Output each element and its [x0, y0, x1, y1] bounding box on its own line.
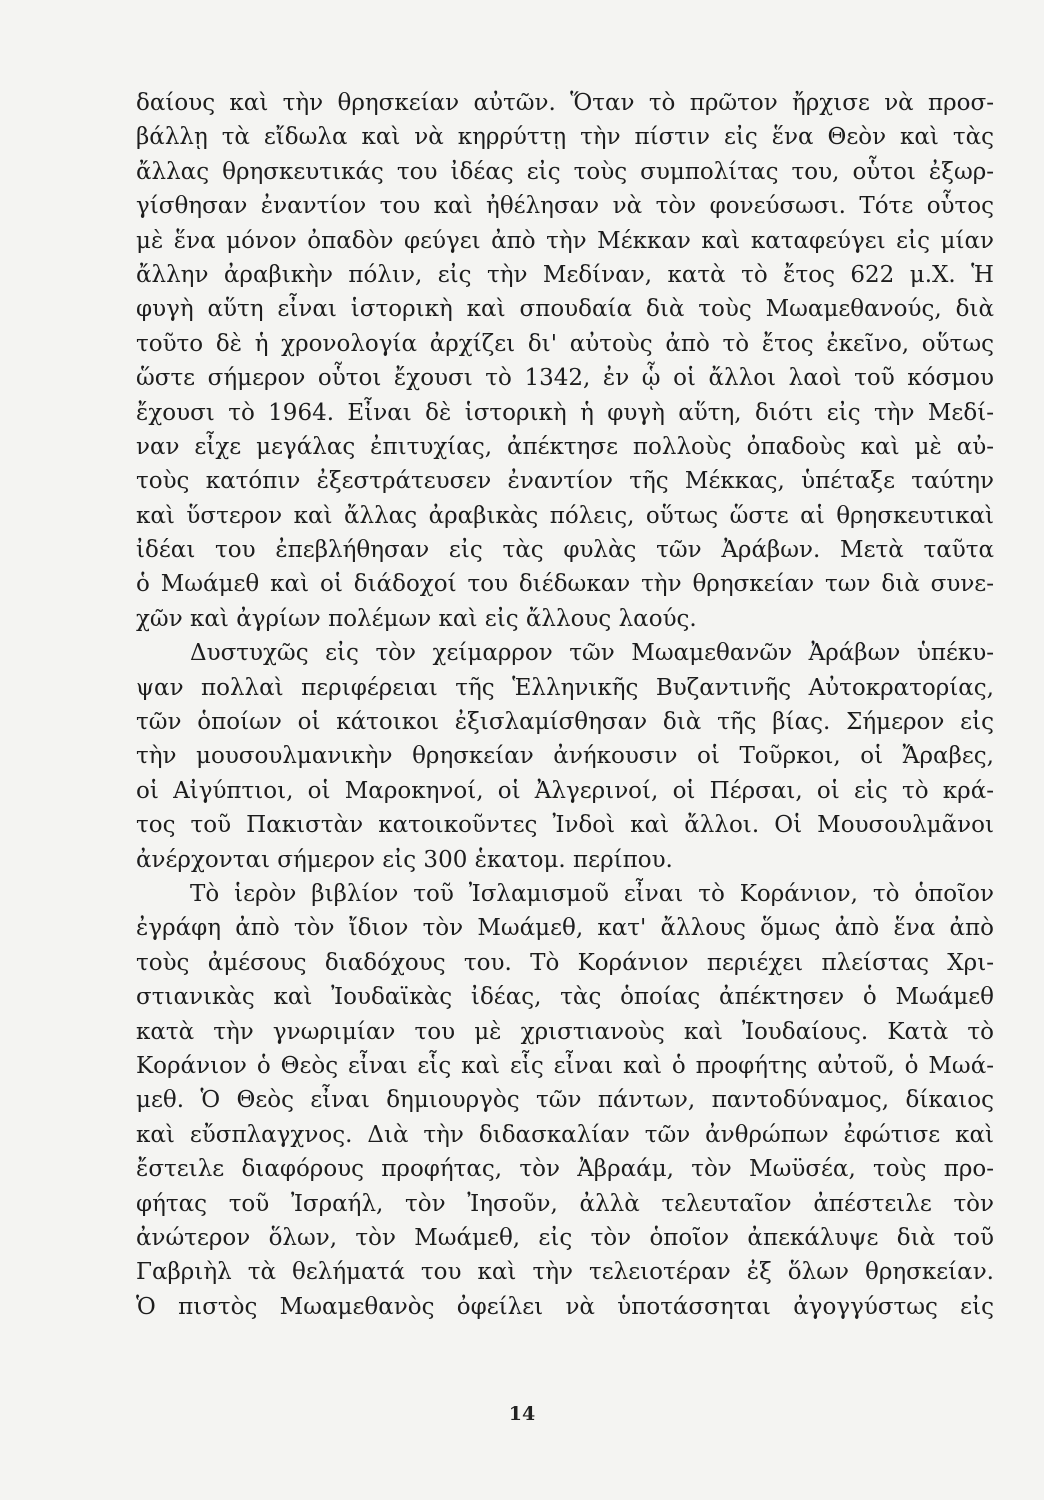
text-line: στιανικὰς καὶ Ἰουδαϊκὰς ἰδέας, τὰς ὁποίας ἀπέκτησεν ὁ Μωάμεθ	[136, 984, 994, 1011]
text-line: καὶ εὔσπλαγχνος. Διὰ τὴν διδασκαλίαν τῶν ἀνθρώπων ἐφώτισε καὶ	[136, 1121, 994, 1148]
text-line: ἰδέαι του ἐπεβλήθησαν εἰς τὰς φυλὰς τῶν Ἀράβων. Μετὰ ταῦτα	[136, 537, 994, 564]
text-line: ἀνέρχονται σήμερον εἰς 300 ἑκατομ. περίπου.	[136, 846, 673, 873]
text-line: οἱ Αἰγύπτιοι, οἱ Μαροκηνοί, οἱ Ἀλγερινοί, οἱ Πέρσαι, οἱ εἰς τὸ κρά-	[136, 777, 994, 804]
text-line: τὴν μουσουλμανικὴν θρησκείαν ἀνήκουσιν οἱ Τοῦρκοι, οἱ Ἄραβες,	[136, 743, 994, 770]
text-line: ψαν πολλαὶ περιφέρειαι τῆς Ἑλληνικῆς Βυζαντινῆς Αὐτοκρατορίας,	[136, 674, 994, 701]
text-line: μὲ ἕνα μόνον ὀπαδὸν φεύγει ἀπὸ τὴν Μέκκαν καὶ καταφεύγει εἰς μίαν	[136, 227, 994, 254]
text-line: ἔχουσι τὸ 1964. Εἶναι δὲ ἱστορικὴ ἡ φυγὴ αὕτη, διότι εἰς τὴν Μεδί-	[136, 399, 994, 426]
text-line: χῶν καὶ ἀγρίων πολέμων καὶ εἰς ἄλλους λαούς.	[136, 605, 697, 632]
text-line: ἔστειλε διαφόρους προφήτας, τὸν Ἀβραάμ, τὸν Μωϋσέα, τοὺς προ-	[136, 1156, 994, 1183]
text-line: γίσθησαν ἐναντίον του καὶ ἠθέλησαν νὰ τὸν φονεύσωσι. Τότε οὗτος	[136, 193, 994, 220]
text-line: Γαβριὴλ τὰ θελήματά του καὶ τὴν τελειοτέραν ἐξ ὅλων θρησκείαν.	[136, 1259, 994, 1286]
text-line: τος τοῦ Πακιστὰν κατοικοῦντες Ἰνδοὶ καὶ ἄλλοι. Οἱ Μουσουλμᾶνοι	[136, 812, 994, 839]
text-line: ἐγράφη ἀπὸ τὸν ἴδιον τὸν Μωάμεθ, κατ' ἄλλους ὅμως ἀπὸ ἕνα ἀπὸ	[136, 915, 994, 942]
body-text	[136, 86, 994, 1324]
text-line: δαίους καὶ τὴν θρησκείαν αὐτῶν. Ὅταν τὸ πρῶτον ἤρχισε νὰ προσ-	[136, 90, 994, 116]
text-line: φήτας τοῦ Ἰσραήλ, τὸν Ἰησοῦν, ἀλλὰ τελευταῖον ἀπέστειλε τὸν	[136, 1190, 994, 1217]
text-line: ἄλλην ἀραβικὴν πόλιν, εἰς τὴν Μεδίναν, κατὰ τὸ ἔτος 622 μ.Χ. Ἡ	[136, 261, 994, 288]
text-line: Κοράνιον ὁ Θεὸς εἶναι εἷς καὶ εἷς εἶναι καὶ ὁ προφήτης αὐτοῦ, ὁ Μωά-	[136, 1052, 994, 1079]
text-line: ἀνώτερον ὅλων, τὸν Μωάμεθ, εἰς τὸν ὁποῖον ἀπεκάλυψε διὰ τοῦ	[136, 1224, 994, 1251]
text-line: Δυστυχῶς εἰς τὸν χείμαρρον τῶν Μωαμεθανῶν Ἀράβων ὑπέκυ-	[190, 640, 994, 667]
text-line: ναν εἶχε μεγάλας ἐπιτυχίας, ἀπέκτησε πολλοὺς ὀπαδοὺς καὶ μὲ αὐ-	[136, 433, 994, 460]
text-line: μεθ. Ὁ Θεὸς εἶναι δημιουργὸς τῶν πάντων, παντοδύναμος, δίκαιος	[136, 1087, 994, 1114]
text-line: κατὰ τὴν γνωριμίαν του μὲ χριστιανοὺς καὶ Ἰουδαίους. Κατὰ τὸ	[136, 1018, 994, 1045]
text-line: τοὺς κατόπιν ἐξεστράτευσεν ἐναντίον τῆς Μέκκας, ὑπέταξε ταύτην	[136, 468, 994, 495]
text-line: Τὸ ἱερὸν βιβλίον τοῦ Ἰσλαμισμοῦ εἶναι τὸ Κοράνιον, τὸ ὁποῖον	[190, 880, 994, 907]
text-line: καὶ ὕστερον καὶ ἄλλας ἀραβικὰς πόλεις, οὕτως ὥστε αἱ θρησκευτικαὶ	[136, 502, 994, 529]
text-line: ὥστε σήμερον οὗτοι ἔχουσι τὸ 1342, ἐν ᾧ οἱ ἄλλοι λαοὶ τοῦ κόσμου	[136, 365, 994, 392]
text-line: τοῦτο δὲ ἡ χρονολογία ἀρχίζει δι' αὐτοὺς ἀπὸ τὸ ἔτος ἐκεῖνο, οὕτως	[136, 330, 994, 357]
text-line: τῶν ὁποίων οἱ κάτοικοι ἐξισλαμίσθησαν διὰ τῆς βίας. Σήμερον εἰς	[136, 709, 994, 736]
text-line: ἄλλας θρησκευτικάς του ἰδέας εἰς τοὺς συμπολίτας του, οὗτοι ἐξωρ-	[136, 158, 994, 185]
text-line: τοὺς ἀμέσους διαδόχους του. Τὸ Κοράνιον περιέχει πλείστας Χρι-	[136, 949, 994, 976]
text-line: φυγὴ αὕτη εἶναι ἱστορικὴ καὶ σπουδαία διὰ τοὺς Μωαμεθανούς, διὰ	[136, 296, 994, 323]
text-line: βάλλῃ τὰ εἴδωλα καὶ νὰ κηρρύττῃ τὴν πίστιν εἰς ἕνα Θεὸν καὶ τὰς	[136, 124, 994, 151]
text-line: Ὁ πιστὸς Μωαμεθανὸς ὀφείλει νὰ ὑποτάσσηται ἀγογγύστως εἰς	[136, 1293, 994, 1320]
page-number: 14	[508, 1403, 536, 1425]
text-line: ὁ Μωάμεθ καὶ οἱ διάδοχοί του διέδωκαν τὴν θρησκείαν των διὰ συνε-	[136, 571, 994, 598]
